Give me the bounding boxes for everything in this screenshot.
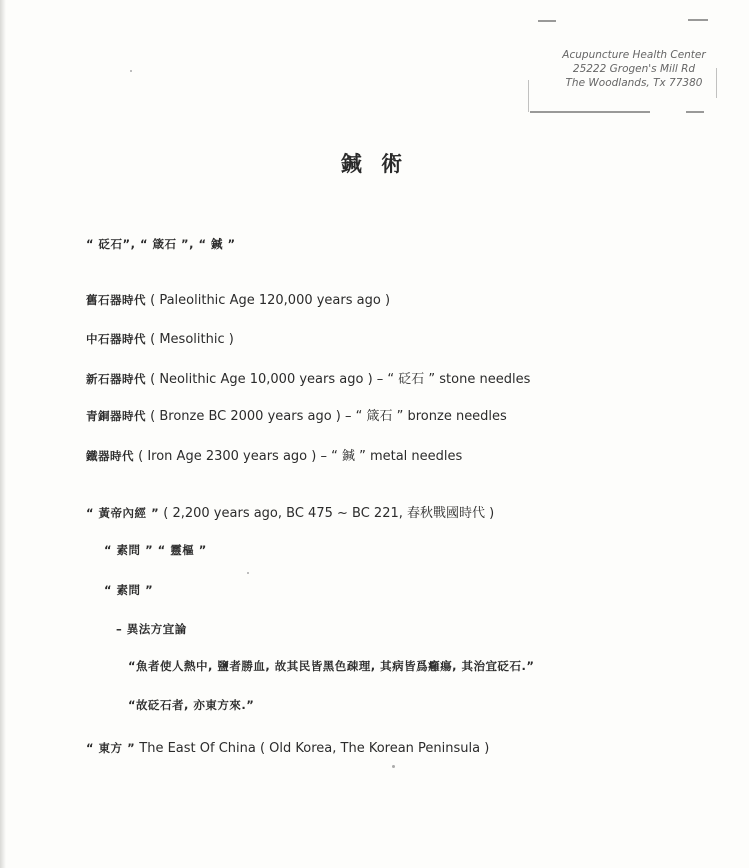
- text-line: [86, 331, 234, 347]
- line-text: ( Iron Age 2300 years ago ) – “ 鍼 ” metal needles: [134, 449, 463, 464]
- scan-speck: [392, 765, 395, 768]
- stamp-line: Acupuncture Health Center: [562, 49, 706, 61]
- line-cjk: – 異法方宜論: [116, 622, 187, 636]
- line-text: ( Mesolithic ): [146, 332, 234, 347]
- line-cjk: “ 素問 ”: [104, 583, 154, 597]
- line-cjk: 新石器時代: [86, 372, 146, 386]
- line-cjk: “魚者使人熱中, 鹽者勝血, 故其民皆黑色疎理, 其病皆爲癰瘍, 其治宜砭石.”: [128, 659, 535, 673]
- line-text: ( 2,200 years ago, BC 475 ~ BC 221, 春秋戰國時代 ): [159, 506, 495, 521]
- stamp-border: [528, 80, 529, 112]
- stamp-mark: [688, 19, 708, 21]
- line-cjk: 中石器時代: [86, 332, 146, 346]
- line-cjk: 舊石器時代: [86, 293, 146, 307]
- text-line: [86, 405, 507, 424]
- scan-speck: [247, 572, 249, 574]
- stamp-mark: [538, 20, 556, 22]
- text-line: [128, 658, 534, 674]
- text-line: [86, 445, 462, 464]
- line-cjk: “ 砭石”, “ 箴石 ”, “ 鍼 ”: [86, 237, 236, 251]
- text-line: [128, 697, 254, 713]
- text-line: [86, 502, 494, 521]
- line-text: ( Bronze BC 2000 years ago ) – “ 箴石 ” bronze needles: [146, 409, 507, 424]
- line-text: The East Of China ( Old Korea, The Korean Peninsula ): [135, 741, 490, 756]
- text-line: [86, 236, 236, 252]
- text-line: [86, 368, 530, 387]
- document-title: 鍼 術: [340, 152, 409, 176]
- stamp-mark: [686, 111, 704, 113]
- text-line: [104, 542, 207, 558]
- line-cjk: 青銅器時代: [86, 409, 146, 423]
- line-cjk: “ 黃帝內經 ”: [86, 506, 160, 520]
- stamp-line: 25222 Grogen's Mill Rd: [572, 63, 696, 75]
- line-cjk: 鐵器時代: [86, 449, 134, 463]
- line-text: ( Paleolithic Age 120,000 years ago ): [146, 293, 391, 308]
- line-cjk: “故砭石者, 亦東方來.”: [128, 698, 255, 712]
- clinic-address-stamp: [528, 10, 728, 122]
- text-line: [86, 292, 390, 308]
- text-line: [86, 740, 489, 756]
- text-line: [116, 621, 187, 637]
- line-cjk: “ 素問 ” “ 靈樞 ”: [104, 543, 207, 557]
- stamp-mark: [530, 111, 650, 113]
- line-text: ( Neolithic Age 10,000 years ago ) – “ 砭石 ” stone needles: [146, 372, 531, 387]
- scan-edge-shadow: [0, 0, 6, 868]
- text-line: [104, 582, 153, 598]
- scan-speck: [130, 70, 132, 72]
- line-cjk: “ 東方 ”: [86, 741, 136, 755]
- stamp-line: The Woodlands, Tx 77380: [565, 77, 703, 89]
